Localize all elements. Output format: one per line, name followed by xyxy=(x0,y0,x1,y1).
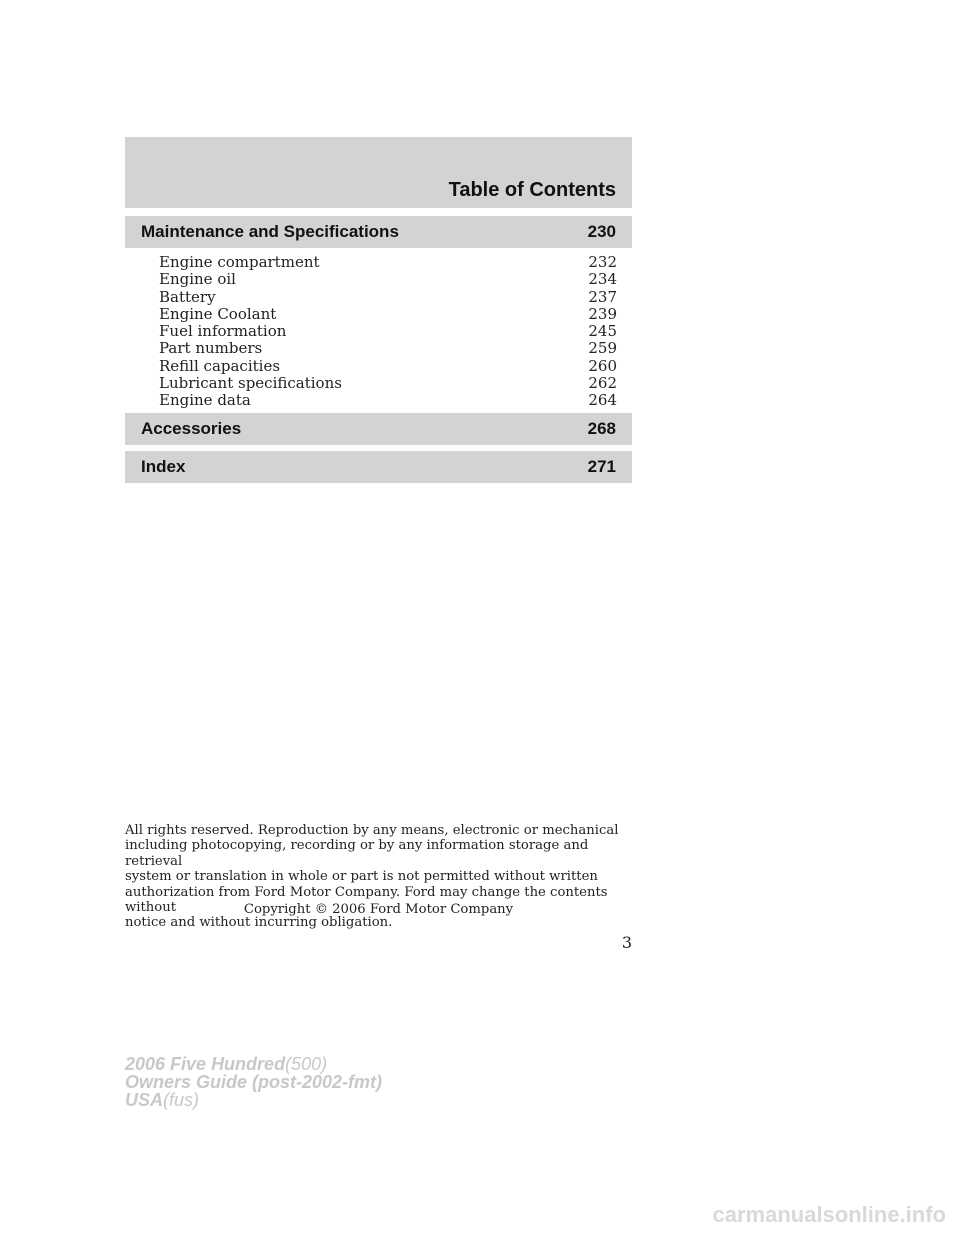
entry-page: 245 xyxy=(588,322,617,341)
footer-market: USA xyxy=(125,1090,164,1110)
entry-label: Battery xyxy=(159,287,216,306)
toc-entries xyxy=(159,254,617,410)
section-page: 268 xyxy=(587,419,616,438)
section-page: 230 xyxy=(587,222,616,241)
toc-entry[interactable] xyxy=(159,289,617,306)
legal-line: All rights reserved. Reproduction by any means, electronic or mechanical xyxy=(125,823,619,838)
entry-label: Refill capacities xyxy=(159,356,281,375)
section-accessories[interactable] xyxy=(125,413,632,445)
toc-entry[interactable] xyxy=(159,358,617,375)
section-title: Maintenance and Specifications xyxy=(141,222,399,241)
toc-entry[interactable] xyxy=(159,375,617,392)
footer-model-code: (500) xyxy=(285,1054,328,1074)
watermark-text: carmanualsonline.info xyxy=(712,1202,946,1227)
toc-entry[interactable] xyxy=(159,340,617,357)
toc-entry[interactable] xyxy=(159,271,617,288)
page-number: 3 xyxy=(621,933,632,952)
entry-page: 237 xyxy=(588,287,617,306)
legal-line: notice and without incurring obligation. xyxy=(125,915,393,931)
entry-page: 259 xyxy=(588,339,617,358)
entry-page: 262 xyxy=(588,374,617,393)
entry-label: Engine compartment xyxy=(159,253,320,271)
section-maintenance[interactable] xyxy=(125,216,632,248)
toc-entry[interactable] xyxy=(159,392,617,409)
entry-label: Engine data xyxy=(159,391,251,410)
copyright-notice: Copyright © 2006 Ford Motor Company xyxy=(243,902,514,917)
footer-model: 2006 Five Hundred xyxy=(125,1054,286,1074)
toc-entry[interactable] xyxy=(159,306,617,323)
section-index[interactable] xyxy=(125,451,632,483)
legal-line: authorization from Ford Motor Company. Ford may change the contents without xyxy=(125,884,608,916)
footer-line xyxy=(125,1073,382,1091)
entry-label: Lubricant specifications xyxy=(159,374,342,393)
footer-line xyxy=(125,1055,382,1073)
legal-line: including photocopying, recording or by any information storage and retrieval xyxy=(125,838,589,869)
entry-label: Part numbers xyxy=(159,339,263,358)
legal-line: system or translation in whole or part is not permitted without written xyxy=(125,869,598,885)
page-title: Table of Contents xyxy=(448,179,616,201)
header-band xyxy=(125,137,632,208)
footer-market-code: (fus) xyxy=(163,1090,200,1110)
entry-page: 239 xyxy=(588,304,617,323)
section-title: Index xyxy=(141,457,186,476)
toc-entry[interactable] xyxy=(159,254,617,271)
footer-line xyxy=(125,1091,382,1109)
section-page: 271 xyxy=(587,457,616,476)
entry-page: 260 xyxy=(588,356,617,375)
entry-page: 264 xyxy=(588,391,617,410)
entry-page: 232 xyxy=(588,253,617,271)
section-title: Accessories xyxy=(141,419,242,438)
entry-label: Engine Coolant xyxy=(159,304,277,323)
entry-label: Engine oil xyxy=(159,270,236,289)
entry-page: 234 xyxy=(588,270,617,289)
document-footer xyxy=(125,1055,382,1109)
footer-guide: Owners Guide (post-2002-fmt) xyxy=(125,1072,383,1092)
toc-entry[interactable] xyxy=(159,323,617,340)
entry-label: Fuel information xyxy=(159,322,287,341)
